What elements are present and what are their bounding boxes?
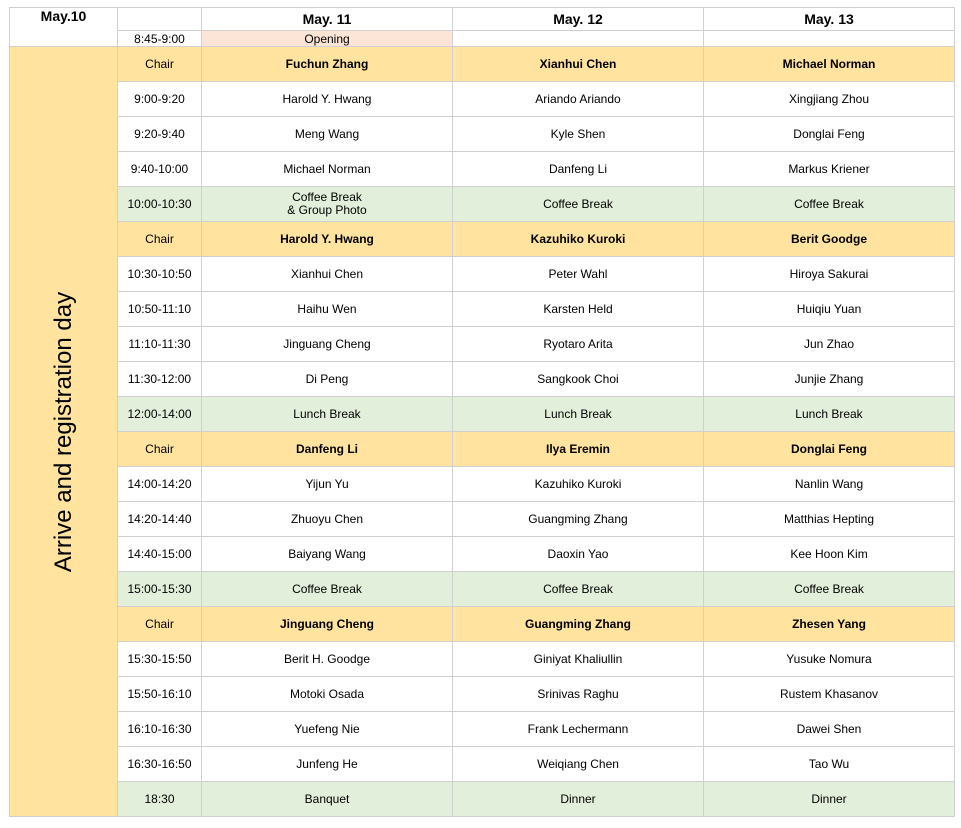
speaker-name: Yuefeng Nie <box>202 712 453 747</box>
time-slot: 9:20-9:40 <box>118 117 202 152</box>
session-row <box>10 677 955 712</box>
speaker-name: Nanlin Wang <box>704 467 955 502</box>
day-header-may13: May. 13 <box>704 8 955 31</box>
chair-label: Chair <box>118 47 202 82</box>
session-row <box>10 502 955 537</box>
speaker-name: Sangkook Choi <box>453 362 704 397</box>
session-row <box>10 117 955 152</box>
speaker-name: Xingjiang Zhou <box>704 82 955 117</box>
chair-row <box>10 607 955 642</box>
speaker-name: Zhuoyu Chen <box>202 502 453 537</box>
speaker-name: Guangming Zhang <box>453 502 704 537</box>
time-slot: 14:40-15:00 <box>118 537 202 572</box>
time-slot: 15:50-16:10 <box>118 677 202 712</box>
speaker-name: Ryotaro Arita <box>453 327 704 362</box>
speaker-name: Tao Wu <box>704 747 955 782</box>
session-row <box>10 747 955 782</box>
session-row <box>10 537 955 572</box>
speaker-name: Frank Lechermann <box>453 712 704 747</box>
time-slot: 15:30-15:50 <box>118 642 202 677</box>
session-row <box>10 327 955 362</box>
opening-time: 8:45-9:00 <box>118 31 202 47</box>
speaker-name: Donglai Feng <box>704 117 955 152</box>
chair-name: Kazuhiko Kuroki <box>453 222 704 257</box>
break-label: Coffee Break <box>704 187 955 222</box>
speaker-name: Giniyat Khaliullin <box>453 642 704 677</box>
chair-label: Chair <box>118 607 202 642</box>
speaker-name: Matthias Hepting <box>704 502 955 537</box>
chair-row <box>10 432 955 467</box>
time-slot: 16:30-16:50 <box>118 747 202 782</box>
time-slot: 10:50-11:10 <box>118 292 202 327</box>
speaker-name: Baiyang Wang <box>202 537 453 572</box>
time-slot: 14:00-14:20 <box>118 467 202 502</box>
speaker-name: Kyle Shen <box>453 117 704 152</box>
speaker-name: Yusuke Nomura <box>704 642 955 677</box>
break-row <box>10 397 955 432</box>
header-row <box>10 8 955 31</box>
break-label: Coffee Break <box>202 572 453 607</box>
time-slot: 12:00-14:00 <box>118 397 202 432</box>
chair-row <box>10 47 955 82</box>
chair-label: Chair <box>118 222 202 257</box>
chair-name: Zhesen Yang <box>704 607 955 642</box>
break-label: Lunch Break <box>202 397 453 432</box>
speaker-name: Markus Kriener <box>704 152 955 187</box>
speaker-name: Xianhui Chen <box>202 257 453 292</box>
speaker-name: Peter Wahl <box>453 257 704 292</box>
time-slot: 10:30-10:50 <box>118 257 202 292</box>
speaker-name: Karsten Held <box>453 292 704 327</box>
chair-name: Donglai Feng <box>704 432 955 467</box>
break-label: Dinner <box>704 782 955 817</box>
session-row <box>10 82 955 117</box>
opening-row <box>10 31 955 47</box>
time-slot: 11:30-12:00 <box>118 362 202 397</box>
break-label: Coffee Break <box>453 572 704 607</box>
opening-label: Opening <box>202 31 453 47</box>
chair-name: Ilya Eremin <box>453 432 704 467</box>
speaker-name: Dawei Shen <box>704 712 955 747</box>
chair-name: Berit Goodge <box>704 222 955 257</box>
chair-name: Danfeng Li <box>202 432 453 467</box>
session-row <box>10 362 955 397</box>
break-label: Coffee Break <box>704 572 955 607</box>
chair-name: Jinguang Cheng <box>202 607 453 642</box>
opening-empty-may13 <box>704 31 955 47</box>
day-header-may12: May. 12 <box>453 8 704 31</box>
break-label: Lunch Break <box>453 397 704 432</box>
chair-row <box>10 222 955 257</box>
time-slot: 14:20-14:40 <box>118 502 202 537</box>
opening-empty-may12 <box>453 31 704 47</box>
chair-label: Chair <box>118 432 202 467</box>
chair-name: Harold Y. Hwang <box>202 222 453 257</box>
speaker-name: Rustem Khasanov <box>704 677 955 712</box>
time-slot: 18:30 <box>118 782 202 817</box>
time-slot: 9:40-10:00 <box>118 152 202 187</box>
session-row <box>10 712 955 747</box>
chair-name: Guangming Zhang <box>453 607 704 642</box>
speaker-name: Weiqiang Chen <box>453 747 704 782</box>
speaker-name: Michael Norman <box>202 152 453 187</box>
speaker-name: Kee Hoon Kim <box>704 537 955 572</box>
chair-name: Michael Norman <box>704 47 955 82</box>
break-label: Coffee Break & Group Photo <box>202 187 453 222</box>
session-row <box>10 257 955 292</box>
speaker-name: Srinivas Raghu <box>453 677 704 712</box>
break-label: Dinner <box>453 782 704 817</box>
session-row <box>10 467 955 502</box>
speaker-name: Ariando Ariando <box>453 82 704 117</box>
schedule-table <box>9 7 955 817</box>
session-row <box>10 292 955 327</box>
speaker-name: Di Peng <box>202 362 453 397</box>
speaker-name: Kazuhiko Kuroki <box>453 467 704 502</box>
session-row <box>10 642 955 677</box>
speaker-name: Huiqiu Yuan <box>704 292 955 327</box>
speaker-name: Danfeng Li <box>453 152 704 187</box>
break-row <box>10 572 955 607</box>
speaker-name: Jinguang Cheng <box>202 327 453 362</box>
arrival-day-label: Arrive and registration day <box>49 291 77 572</box>
time-header <box>118 8 202 31</box>
time-slot: 9:00-9:20 <box>118 82 202 117</box>
chair-name: Xianhui Chen <box>453 47 704 82</box>
break-label: Lunch Break <box>704 397 955 432</box>
speaker-name: Junfeng He <box>202 747 453 782</box>
day-header-may11: May. 11 <box>202 8 453 31</box>
speaker-name: Daoxin Yao <box>453 537 704 572</box>
break-label: Coffee Break <box>453 187 704 222</box>
time-slot: 16:10-16:30 <box>118 712 202 747</box>
time-slot: 15:00-15:30 <box>118 572 202 607</box>
speaker-name: Meng Wang <box>202 117 453 152</box>
speaker-name: Jun Zhao <box>704 327 955 362</box>
chair-name: Fuchun Zhang <box>202 47 453 82</box>
arrival-day-cell <box>10 47 118 817</box>
speaker-name: Hiroya Sakurai <box>704 257 955 292</box>
speaker-name: Berit H. Goodge <box>202 642 453 677</box>
day-header-may10: May.10 <box>10 8 118 47</box>
speaker-name: Harold Y. Hwang <box>202 82 453 117</box>
time-slot: 11:10-11:30 <box>118 327 202 362</box>
speaker-name: Motoki Osada <box>202 677 453 712</box>
break-label: Banquet <box>202 782 453 817</box>
time-slot: 10:00-10:30 <box>118 187 202 222</box>
speaker-name: Haihu Wen <box>202 292 453 327</box>
session-row <box>10 152 955 187</box>
speaker-name: Yijun Yu <box>202 467 453 502</box>
break-row <box>10 782 955 817</box>
speaker-name: Junjie Zhang <box>704 362 955 397</box>
break-row <box>10 187 955 222</box>
